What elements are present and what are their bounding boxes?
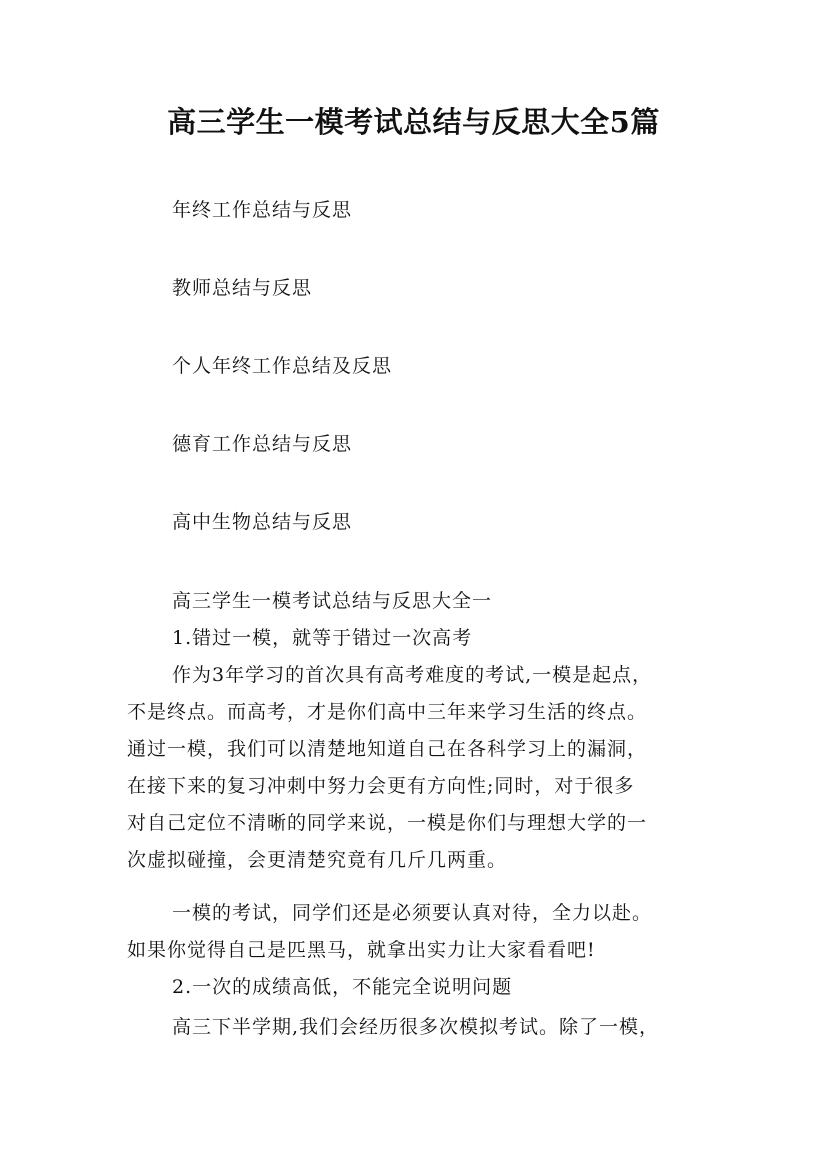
point-1-heading: 1.错过一模，就等于错过一次高考 bbox=[172, 627, 473, 649]
related-link-biology-summary[interactable]: 高中生物总结与反思 bbox=[172, 511, 353, 533]
paragraph-2-line: 如果你觉得自己是匹黑马，就拿出实力让大家看看吧! bbox=[127, 939, 596, 961]
paragraph-2-line: 一模的考试，同学们还是必须要认真对待，全力以赴。 bbox=[172, 902, 653, 924]
related-link-personal-annual-summary[interactable]: 个人年终工作总结及反思 bbox=[172, 355, 393, 377]
document-title: 高三学生一模考试总结与反思大全5篇 bbox=[167, 105, 660, 139]
point-2-heading: 2.一次的成绩高低，不能完全说明问题 bbox=[172, 976, 513, 998]
paragraph-1-line: 不是终点。而高考，才是你们高中三年来学习生活的终点。 bbox=[127, 701, 648, 723]
related-link-moral-education-summary[interactable]: 德育工作总结与反思 bbox=[172, 433, 353, 455]
paragraph-1-line: 在接下来的复习冲刺中努力会更有方向性;同时，对于很多 bbox=[127, 775, 635, 797]
paragraph-1-line: 通过一模，我们可以清楚地知道自己在各科学习上的漏洞， bbox=[127, 738, 648, 760]
paragraph-1-line: 对自己定位不清晰的同学来说，一模是你们与理想大学的一 bbox=[127, 812, 648, 834]
related-link-annual-work-summary[interactable]: 年终工作总结与反思 bbox=[172, 199, 353, 221]
related-link-teacher-summary[interactable]: 教师总结与反思 bbox=[172, 277, 313, 299]
paragraph-1-line: 作为3年学习的首次具有高考难度的考试,一模是起点， bbox=[172, 664, 653, 686]
paragraph-1-line: 次虚拟碰撞，会更清楚究竟有几斤几两重。 bbox=[127, 849, 508, 871]
paragraph-3-line: 高三下半学期,我们会经历很多次模拟考试。除了一模， bbox=[172, 1016, 660, 1038]
section-heading: 高三学生一模考试总结与反思大全一 bbox=[172, 590, 493, 612]
